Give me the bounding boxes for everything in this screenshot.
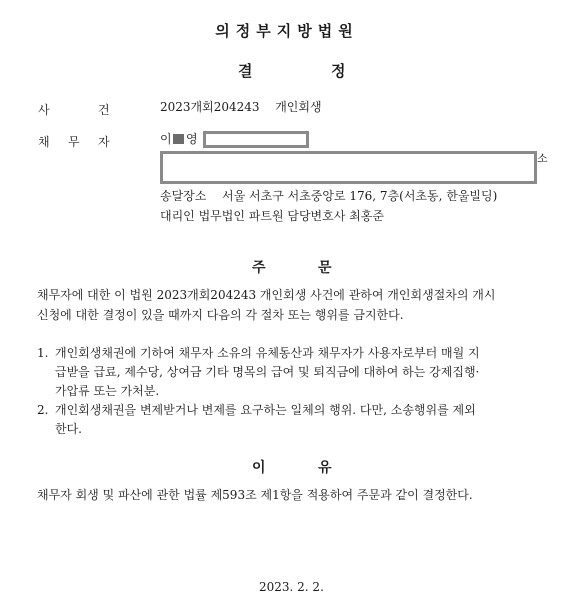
decision-date: 2023. 2. 2. (259, 580, 324, 594)
delivery-label: 송달장소 (160, 189, 207, 203)
order-intro-line-1: 채무자에 대한 이 법원 2023개회204243 개인회생 사건에 관하여 개인회생절차의 개시 (37, 288, 496, 302)
order-item-line: 급받을 급료, 제수당, 상여금 기타 명목의 급여 및 퇴직금에 대하여 하는 강제집행· (55, 365, 480, 379)
reason-heading-right: 유 (318, 460, 332, 476)
order-intro-line-2: 신청에 대한 결정이 있을 때까지 다음의 각 절차 또는 행위를 금지한다. (37, 308, 404, 322)
case-number-line (160, 97, 322, 117)
order-item-line: 개인회생채권을 변제받거나 변제를 요구하는 일체의 행위. 다만, 소송행위를 제외 (55, 403, 476, 417)
agent-line: 대리인 법무법인 파트원 담당변호사 최홍준 (160, 209, 384, 223)
debtor-name-first: 이 (160, 132, 172, 146)
case-label-char-2: 건 (98, 103, 110, 117)
document-title-right: 정 (331, 62, 346, 80)
case-label-char-1: 사 (38, 103, 50, 117)
order-heading-left: 주 (252, 260, 266, 276)
debtor-label-char-2: 무 (68, 135, 80, 149)
debtor-label-char-3: 자 (98, 135, 110, 149)
reason-text: 채무자 회생 및 파산에 관한 법률 제593조 제1항을 적용하여 주문과 같이 결정한다. (37, 488, 473, 502)
court-name: 의정부지방법원 (215, 22, 359, 40)
order-item-line: 한다. (55, 422, 82, 436)
document-title-left: 결 (238, 62, 253, 80)
debtor-label-char-1: 채 (38, 135, 50, 149)
delivery-address: 서울 서초구 서초중앙로 176, 7층(서초동, 한울빌딩) (222, 189, 498, 203)
reason-heading-left: 이 (252, 460, 266, 476)
case-type: 개인회생 (275, 100, 322, 114)
delivery-line (160, 186, 497, 206)
address-fragment: 소 (537, 152, 548, 165)
order-item-line: 가압류 또는 가처분. (55, 384, 160, 398)
order-item-number: 1. (37, 346, 49, 360)
debtor-name-last: 영 (186, 132, 198, 146)
id-redaction-box (203, 131, 309, 148)
order-item-number: 2. (37, 403, 49, 417)
order-heading-right: 문 (318, 260, 332, 276)
address-redaction-box (160, 151, 537, 184)
order-item-line: 개인회생채권에 기하여 채무자 소유의 유체동산과 채무자가 사용자로부터 매월 지 (55, 346, 480, 360)
case-number: 2023개회204243 (160, 100, 260, 114)
name-redaction-mark (173, 134, 184, 144)
